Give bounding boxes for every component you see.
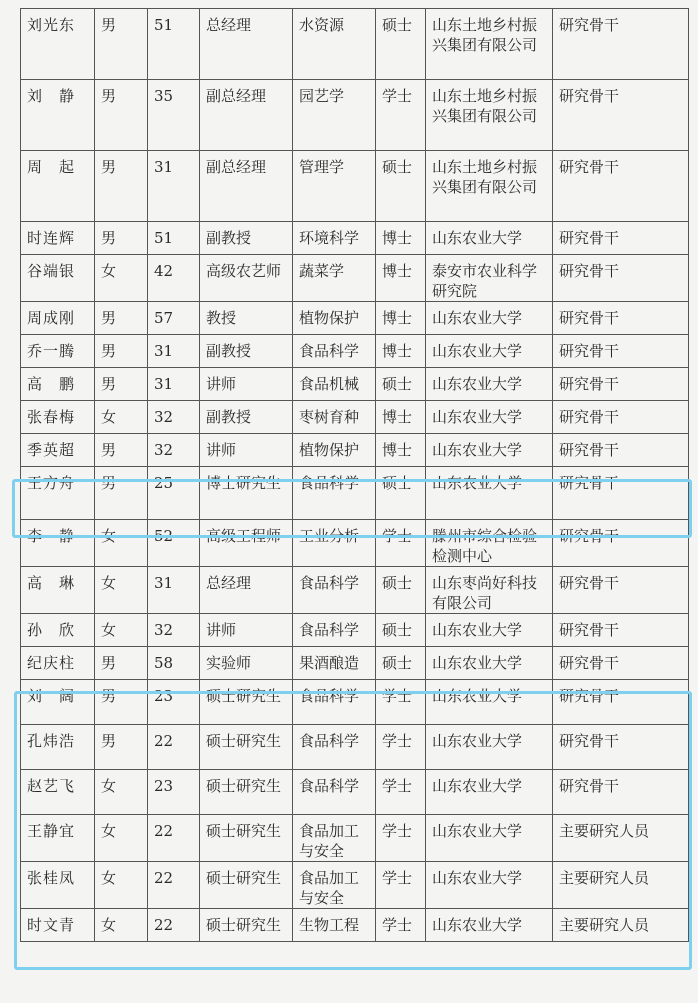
age-cell: 31 — [148, 335, 200, 368]
unit-cell: 山东农业大学 — [426, 909, 553, 942]
role-cell: 研究骨干 — [553, 725, 689, 770]
table-row — [21, 680, 689, 725]
age-cell: 32 — [148, 401, 200, 434]
unit-cell: 山东农业大学 — [426, 815, 553, 862]
gender-cell: 男 — [95, 9, 148, 80]
gender-cell: 男 — [95, 222, 148, 255]
age-cell: 22 — [148, 725, 200, 770]
title-cell: 硕士研究生 — [200, 770, 293, 815]
table-row — [21, 80, 689, 151]
age-cell: 35 — [148, 80, 200, 151]
gender-cell: 女 — [95, 401, 148, 434]
major-cell: 植物保护 — [293, 434, 376, 467]
table-row — [21, 222, 689, 255]
table-row — [21, 151, 689, 222]
unit-cell: 山东农业大学 — [426, 862, 553, 909]
name-cell: 王方舟 — [21, 467, 95, 520]
unit-cell: 山东农业大学 — [426, 434, 553, 467]
major-cell: 园艺学 — [293, 80, 376, 151]
name-cell: 季英超 — [21, 434, 95, 467]
role-cell: 研究骨干 — [553, 255, 689, 302]
name-cell: 王静宜 — [21, 815, 95, 862]
role-cell: 研究骨干 — [553, 401, 689, 434]
major-cell: 生物工程 — [293, 909, 376, 942]
name-cell: 孙 欣 — [21, 614, 95, 647]
name-cell: 周 起 — [21, 151, 95, 222]
table-row — [21, 770, 689, 815]
gender-cell: 女 — [95, 520, 148, 567]
title-cell: 总经理 — [200, 567, 293, 614]
table-row — [21, 567, 689, 614]
unit-cell: 山东土地乡村振兴集团有限公司 — [426, 151, 553, 222]
name-cell: 刘 阔 — [21, 680, 95, 725]
role-cell: 研究骨干 — [553, 647, 689, 680]
title-cell: 总经理 — [200, 9, 293, 80]
role-cell: 研究骨干 — [553, 302, 689, 335]
degree-cell: 硕士 — [376, 151, 426, 222]
table-row — [21, 335, 689, 368]
degree-cell: 硕士 — [376, 647, 426, 680]
role-cell: 研究骨干 — [553, 680, 689, 725]
age-cell: 23 — [148, 680, 200, 725]
major-cell: 食品科学 — [293, 335, 376, 368]
title-cell: 教授 — [200, 302, 293, 335]
role-cell: 研究骨干 — [553, 368, 689, 401]
role-cell: 主要研究人员 — [553, 815, 689, 862]
name-cell: 张桂凤 — [21, 862, 95, 909]
gender-cell: 男 — [95, 302, 148, 335]
table-row — [21, 434, 689, 467]
table-row — [21, 9, 689, 80]
unit-cell: 山东农业大学 — [426, 680, 553, 725]
age-cell: 23 — [148, 770, 200, 815]
degree-cell: 硕士 — [376, 9, 426, 80]
table-row — [21, 467, 689, 520]
title-cell: 高级农艺师 — [200, 255, 293, 302]
major-cell: 食品机械 — [293, 368, 376, 401]
degree-cell: 学士 — [376, 80, 426, 151]
unit-cell: 泰安市农业科学研究院 — [426, 255, 553, 302]
degree-cell: 硕士 — [376, 467, 426, 520]
degree-cell: 硕士 — [376, 614, 426, 647]
age-cell: 57 — [148, 302, 200, 335]
title-cell: 副教授 — [200, 401, 293, 434]
role-cell: 研究骨干 — [553, 151, 689, 222]
table-row — [21, 368, 689, 401]
degree-cell: 博士 — [376, 401, 426, 434]
major-cell: 食品科学 — [293, 725, 376, 770]
major-cell: 食品科学 — [293, 680, 376, 725]
gender-cell: 男 — [95, 80, 148, 151]
table-row — [21, 614, 689, 647]
title-cell: 博士研究生 — [200, 467, 293, 520]
gender-cell: 女 — [95, 255, 148, 302]
gender-cell: 男 — [95, 647, 148, 680]
gender-cell: 男 — [95, 151, 148, 222]
title-cell: 副总经理 — [200, 151, 293, 222]
major-cell: 果酒酿造 — [293, 647, 376, 680]
age-cell: 51 — [148, 222, 200, 255]
name-cell: 时连辉 — [21, 222, 95, 255]
major-cell: 蔬菜学 — [293, 255, 376, 302]
name-cell: 刘光东 — [21, 9, 95, 80]
title-cell: 硕士研究生 — [200, 909, 293, 942]
unit-cell: 山东农业大学 — [426, 401, 553, 434]
major-cell: 食品科学 — [293, 567, 376, 614]
age-cell: 42 — [148, 255, 200, 302]
gender-cell: 女 — [95, 614, 148, 647]
gender-cell: 男 — [95, 680, 148, 725]
unit-cell: 山东农业大学 — [426, 335, 553, 368]
gender-cell: 男 — [95, 467, 148, 520]
table-row — [21, 302, 689, 335]
age-cell: 22 — [148, 862, 200, 909]
table-row — [21, 725, 689, 770]
unit-cell: 山东农业大学 — [426, 467, 553, 520]
role-cell: 研究骨干 — [553, 80, 689, 151]
major-cell: 枣树育种 — [293, 401, 376, 434]
major-cell: 食品科学 — [293, 614, 376, 647]
gender-cell: 女 — [95, 909, 148, 942]
gender-cell: 女 — [95, 862, 148, 909]
degree-cell: 学士 — [376, 680, 426, 725]
table-row — [21, 520, 689, 567]
role-cell: 研究骨干 — [553, 614, 689, 647]
name-cell: 赵艺飞 — [21, 770, 95, 815]
name-cell: 乔一腾 — [21, 335, 95, 368]
unit-cell: 山东农业大学 — [426, 368, 553, 401]
unit-cell: 山东农业大学 — [426, 222, 553, 255]
degree-cell: 学士 — [376, 862, 426, 909]
table-row — [21, 862, 689, 909]
unit-cell: 山东土地乡村振兴集团有限公司 — [426, 9, 553, 80]
age-cell: 22 — [148, 815, 200, 862]
role-cell: 研究骨干 — [553, 9, 689, 80]
role-cell: 主要研究人员 — [553, 909, 689, 942]
name-cell: 孔炜浩 — [21, 725, 95, 770]
unit-cell: 山东农业大学 — [426, 725, 553, 770]
degree-cell: 博士 — [376, 335, 426, 368]
personnel-table — [20, 8, 689, 942]
role-cell: 研究骨干 — [553, 222, 689, 255]
role-cell: 研究骨干 — [553, 770, 689, 815]
role-cell: 研究骨干 — [553, 335, 689, 368]
degree-cell: 硕士 — [376, 368, 426, 401]
title-cell: 硕士研究生 — [200, 862, 293, 909]
major-cell: 管理学 — [293, 151, 376, 222]
major-cell: 环境科学 — [293, 222, 376, 255]
degree-cell: 博士 — [376, 255, 426, 302]
title-cell: 讲师 — [200, 368, 293, 401]
age-cell: 58 — [148, 647, 200, 680]
gender-cell: 女 — [95, 815, 148, 862]
name-cell: 高 琳 — [21, 567, 95, 614]
table-row — [21, 647, 689, 680]
role-cell: 研究骨干 — [553, 567, 689, 614]
degree-cell: 学士 — [376, 520, 426, 567]
age-cell: 31 — [148, 368, 200, 401]
age-cell: 25 — [148, 467, 200, 520]
name-cell: 刘 静 — [21, 80, 95, 151]
gender-cell: 女 — [95, 567, 148, 614]
name-cell: 李 静 — [21, 520, 95, 567]
age-cell: 51 — [148, 9, 200, 80]
gender-cell: 男 — [95, 434, 148, 467]
gender-cell: 男 — [95, 335, 148, 368]
name-cell: 张春梅 — [21, 401, 95, 434]
major-cell: 食品科学 — [293, 770, 376, 815]
role-cell: 主要研究人员 — [553, 862, 689, 909]
unit-cell: 山东农业大学 — [426, 770, 553, 815]
name-cell: 高 鹏 — [21, 368, 95, 401]
unit-cell: 山东枣尚好科技有限公司 — [426, 567, 553, 614]
name-cell: 谷端银 — [21, 255, 95, 302]
age-cell: 22 — [148, 909, 200, 942]
degree-cell: 学士 — [376, 909, 426, 942]
title-cell: 高级工程师 — [200, 520, 293, 567]
title-cell: 硕士研究生 — [200, 725, 293, 770]
unit-cell: 山东农业大学 — [426, 647, 553, 680]
title-cell: 副教授 — [200, 222, 293, 255]
gender-cell: 男 — [95, 368, 148, 401]
title-cell: 实验师 — [200, 647, 293, 680]
major-cell: 食品加工与安全 — [293, 862, 376, 909]
title-cell: 讲师 — [200, 434, 293, 467]
name-cell: 时文青 — [21, 909, 95, 942]
role-cell: 研究骨干 — [553, 467, 689, 520]
major-cell: 植物保护 — [293, 302, 376, 335]
degree-cell: 硕士 — [376, 567, 426, 614]
title-cell: 硕士研究生 — [200, 815, 293, 862]
table-row — [21, 255, 689, 302]
major-cell: 工业分析 — [293, 520, 376, 567]
title-cell: 讲师 — [200, 614, 293, 647]
table-row — [21, 815, 689, 862]
role-cell: 研究骨干 — [553, 434, 689, 467]
unit-cell: 山东土地乡村振兴集团有限公司 — [426, 80, 553, 151]
name-cell: 纪庆柱 — [21, 647, 95, 680]
table-row — [21, 909, 689, 942]
title-cell: 硕士研究生 — [200, 680, 293, 725]
age-cell: 31 — [148, 567, 200, 614]
age-cell: 52 — [148, 520, 200, 567]
role-cell: 研究骨干 — [553, 520, 689, 567]
name-cell: 周成刚 — [21, 302, 95, 335]
degree-cell: 博士 — [376, 302, 426, 335]
age-cell: 31 — [148, 151, 200, 222]
major-cell: 水资源 — [293, 9, 376, 80]
unit-cell: 滕州市综合检验检测中心 — [426, 520, 553, 567]
table-row — [21, 401, 689, 434]
gender-cell: 男 — [95, 725, 148, 770]
degree-cell: 学士 — [376, 725, 426, 770]
age-cell: 32 — [148, 434, 200, 467]
title-cell: 副总经理 — [200, 80, 293, 151]
title-cell: 副教授 — [200, 335, 293, 368]
unit-cell: 山东农业大学 — [426, 302, 553, 335]
gender-cell: 女 — [95, 770, 148, 815]
age-cell: 32 — [148, 614, 200, 647]
degree-cell: 学士 — [376, 815, 426, 862]
degree-cell: 学士 — [376, 770, 426, 815]
degree-cell: 博士 — [376, 222, 426, 255]
table-body — [21, 9, 689, 942]
unit-cell: 山东农业大学 — [426, 614, 553, 647]
major-cell: 食品加工与安全 — [293, 815, 376, 862]
degree-cell: 博士 — [376, 434, 426, 467]
major-cell: 食品科学 — [293, 467, 376, 520]
